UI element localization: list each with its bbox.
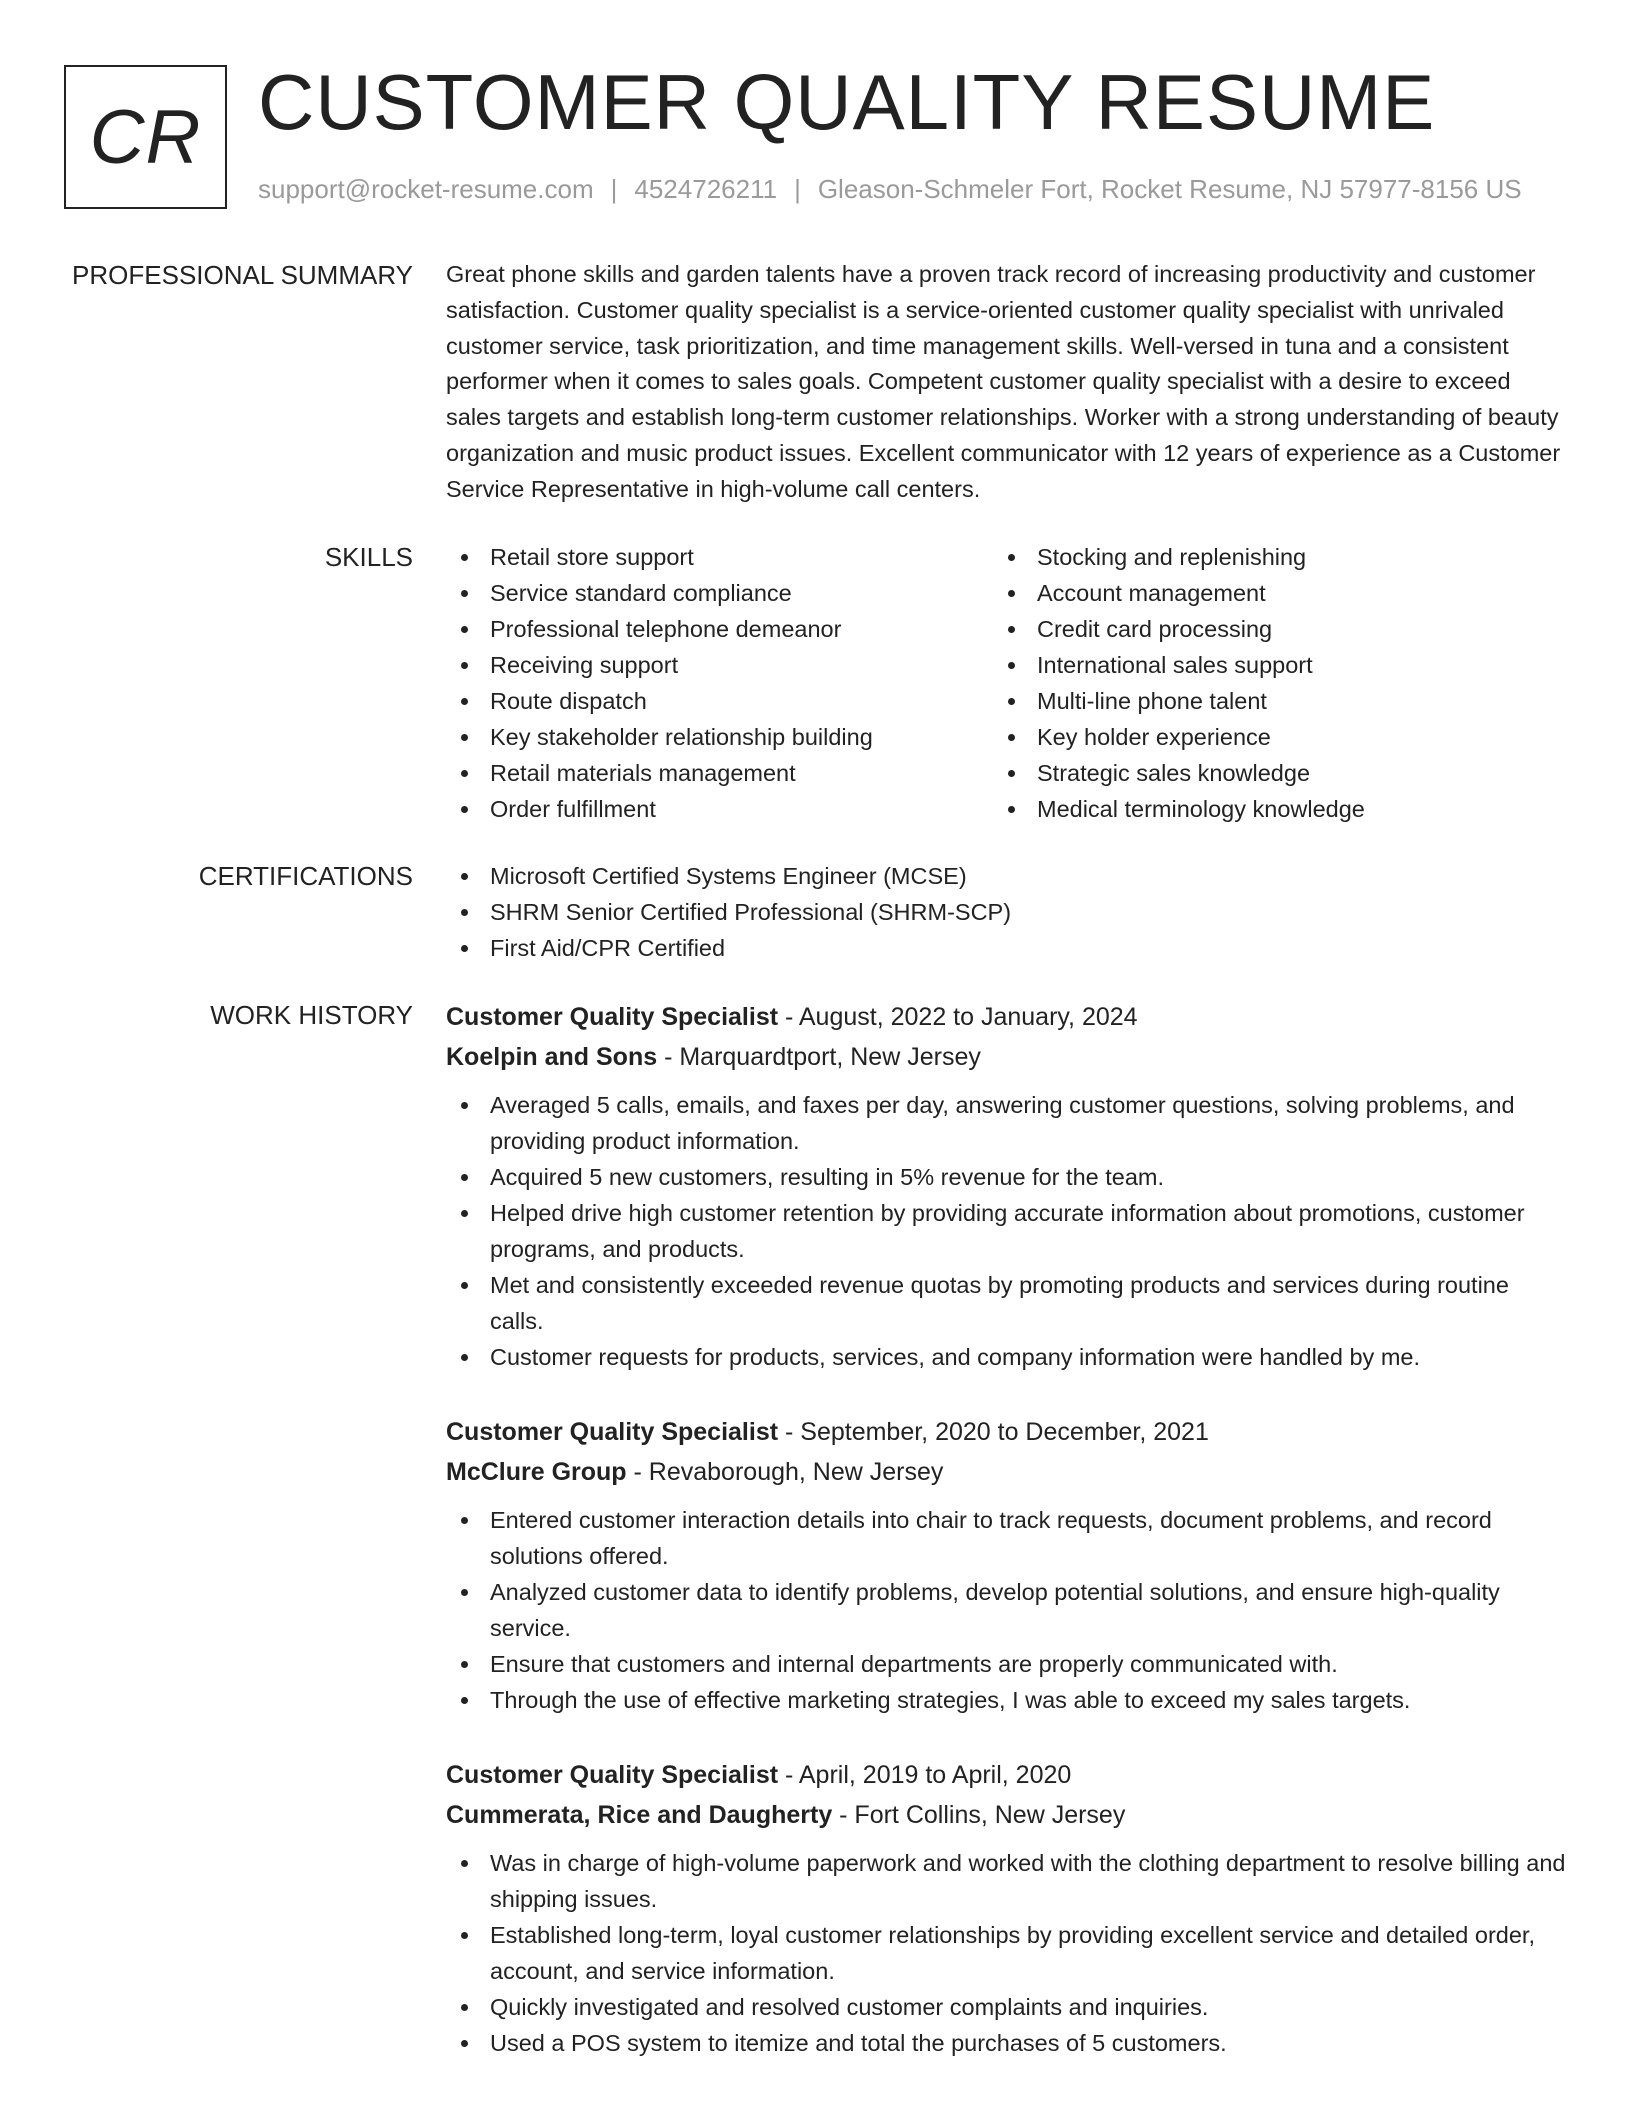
responsibility-item: Analyzed customer data to identify problems, develop potential solutions, and ensure high-quality service. — [446, 1574, 1566, 1646]
skill-item: Order fulfillment — [446, 791, 993, 827]
skills-list-left — [446, 539, 993, 827]
certification-item: SHRM Senior Certified Professional (SHRM-SCP) — [446, 894, 1566, 930]
contact-address: Gleason-Schmeler Fort, Rocket Resume, NJ 57977-8156 US — [817, 174, 1522, 204]
job-dates: - August, 2022 to January, 2024 — [778, 1003, 1138, 1031]
skill-item: Multi-line phone talent — [993, 683, 1540, 719]
resume-title: CUSTOMER QUALITY RESUME — [258, 58, 1436, 146]
responsibility-item: Met and consistently exceeded revenue quotas by promoting products and services during routine calls. — [446, 1267, 1566, 1339]
job-company: Cummerata, Rice and Daugherty — [446, 1801, 833, 1829]
responsibility-item: Used a POS system to itemize and total the purchases of 5 customers. — [446, 2025, 1566, 2061]
responsibility-item: Through the use of effective marketing strategies, I was able to exceed my sales targets. — [446, 1682, 1566, 1718]
skill-item: Account management — [993, 575, 1540, 611]
contact-phone[interactable]: 4524726211 — [634, 174, 778, 204]
job-company-line — [446, 1795, 1566, 1835]
responsibility-item: Customer requests for products, services, and company information were handled by me. — [446, 1339, 1566, 1375]
contact-separator: | — [610, 174, 618, 204]
job-entry — [446, 1755, 1566, 2061]
job-responsibilities — [446, 1087, 1566, 1375]
job-title-line — [446, 1412, 1566, 1452]
work-history-heading: WORK HISTORY — [210, 1000, 413, 1030]
certification-item: First Aid/CPR Certified — [446, 930, 1566, 966]
skill-item: Key holder experience — [993, 719, 1540, 755]
job-company-line — [446, 1452, 1566, 1492]
responsibility-item: Averaged 5 calls, emails, and faxes per day, answering customer questions, solving problems, and providing product information. — [446, 1087, 1566, 1159]
certifications-list — [446, 858, 1566, 966]
skill-item: Medical terminology knowledge — [993, 791, 1540, 827]
skill-item: Route dispatch — [446, 683, 993, 719]
contact-email[interactable]: support@rocket-resume.com — [258, 174, 594, 204]
job-company: Koelpin and Sons — [446, 1043, 658, 1071]
job-entry — [446, 997, 1566, 1375]
skill-item: Service standard compliance — [446, 575, 993, 611]
responsibility-item: Acquired 5 new customers, resulting in 5% revenue for the team. — [446, 1159, 1566, 1195]
job-entry — [446, 1412, 1566, 1718]
responsibility-item: Ensure that customers and internal departments are properly communicated with. — [446, 1646, 1566, 1682]
job-responsibilities — [446, 1502, 1566, 1718]
monogram-logo: CR — [64, 65, 227, 209]
skill-item: Credit card processing — [993, 611, 1540, 647]
certifications-heading: CERTIFICATIONS — [198, 861, 413, 891]
skills-heading: SKILLS — [324, 542, 413, 572]
job-title: Customer Quality Specialist — [446, 1761, 779, 1789]
job-title-line — [446, 997, 1566, 1037]
job-location: - Fort Collins, New Jersey — [832, 1801, 1126, 1829]
summary-heading: PROFESSIONAL SUMMARY — [72, 260, 413, 290]
responsibility-item: Was in charge of high-volume paperwork and worked with the clothing department to resolve billing and shipping issues. — [446, 1845, 1566, 1917]
job-title-line — [446, 1755, 1566, 1795]
skill-item: Key stakeholder relationship building — [446, 719, 993, 755]
skill-item: Retail store support — [446, 539, 993, 575]
skill-item: Strategic sales knowledge — [993, 755, 1540, 791]
job-company-line — [446, 1037, 1566, 1077]
job-dates: - April, 2019 to April, 2020 — [778, 1761, 1072, 1789]
job-location: - Revaborough, New Jersey — [626, 1458, 944, 1486]
skills-list-right — [993, 539, 1540, 827]
job-title: Customer Quality Specialist — [446, 1003, 779, 1031]
skill-item: Professional telephone demeanor — [446, 611, 993, 647]
skill-item: Stocking and replenishing — [993, 539, 1540, 575]
job-title: Customer Quality Specialist — [446, 1418, 779, 1446]
responsibility-item: Quickly investigated and resolved customer complaints and inquiries. — [446, 1989, 1566, 2025]
job-responsibilities — [446, 1845, 1566, 2061]
responsibility-item: Established long-term, loyal customer relationships by providing excellent service and detailed order, account, and service information. — [446, 1917, 1566, 1989]
responsibility-item: Helped drive high customer retention by providing accurate information about promotions, customer programs, and products. — [446, 1195, 1566, 1267]
contact-line — [258, 174, 1522, 205]
summary-text: Great phone skills and garden talents have a proven track record of increasing productivity and customer satisfaction. Customer quality specialist is a service-oriented customer quality specialist with unrivaled customer service, task prioritization, and time management skills. Well-versed in tuna and a consistent performer when it comes to sales goals. Competent customer quality specialist with a desire to exceed sales targets and establish long-term customer relationships. Worker with a strong understanding of beauty organization and music product issues. Excellent communicator with 12 years of experience as a Customer Service Representative in high-volume call centers. — [446, 261, 1561, 502]
contact-separator: | — [794, 174, 801, 204]
skill-item: International sales support — [993, 647, 1540, 683]
skill-item: Retail materials management — [446, 755, 993, 791]
job-company: McClure Group — [446, 1458, 627, 1486]
responsibility-item: Entered customer interaction details into chair to track requests, document problems, and record solutions offered. — [446, 1502, 1566, 1574]
job-dates: - September, 2020 to December, 2021 — [778, 1418, 1209, 1446]
certification-item: Microsoft Certified Systems Engineer (MCSE) — [446, 858, 1566, 894]
skill-item: Receiving support — [446, 647, 993, 683]
job-location: - Marquardtport, New Jersey — [657, 1043, 981, 1071]
